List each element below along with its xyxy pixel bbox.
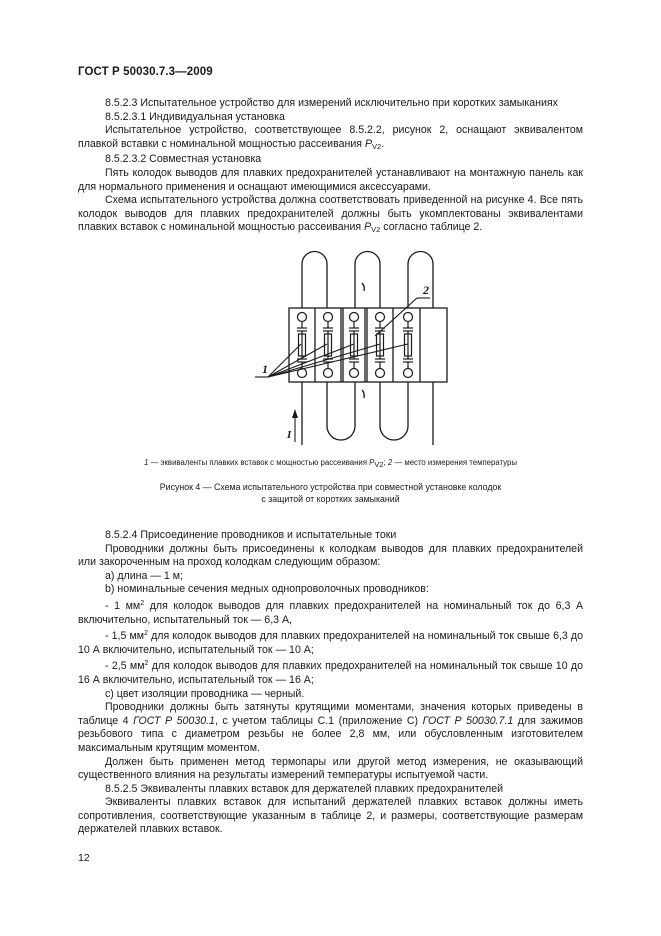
document-header: ГОСТ Р 50030.7.3—2009: [78, 66, 213, 78]
test-device-schematic: [0, 240, 661, 450]
figure-legend: 1 — эквиваленты плавких вставок с мощностью рассеивания PV2; 2 — место измерения температуры: [144, 458, 517, 469]
conductor-loop-1: [302, 252, 327, 309]
list-item-c: c) цвет изоляции проводника — черный.: [105, 687, 305, 700]
bullet-2-5mm: - 2,5 $мм^2$ для колодок выводов для плавких предохранителей на номинальный ток свыше 10 до 16 А включительно, испытательный ток — 16 А;: [78, 660, 583, 686]
mounting-panel: [289, 308, 447, 382]
label-2: 2: [423, 283, 429, 297]
section-8-5-2-3-2-title: 8.5.2.3.2 Совместная установка: [105, 153, 262, 166]
conductor-loop-5: [380, 382, 408, 440]
conductor-loop-2: [355, 252, 380, 309]
list-item-a: а) длина — 1 м;: [105, 569, 183, 582]
section-8-5-2-4-title: 8.5.2.4 Присоединение проводников и испытательные токи: [105, 529, 397, 541]
paragraph-scheme: Схема испытательного устройства должна соответствовать приведенной на рисунке 4. Все пять колодок выводов для плавких предохранителей должны быть укомплектованы эквивалентами плавких вставок с номинальной мощностью рассеивания $P_{V2}$ согласно таблице 2.: [78, 194, 583, 235]
list-item-b: b) номинальные сечения медных однопроволочных проводников:: [105, 583, 429, 596]
paragraph-conductor-connection: Проводники должны быть присоединены к колодкам выводов для плавких предохранителей или закороченным на проход колодкам следующим образом:: [78, 542, 583, 569]
figure-caption-line-1: Рисунок 4 — Схема испытательного устройства при совместной установке колодок: [159, 482, 502, 492]
bullet-1mm: - 1 $мм^2$ для колодок выводов для плавких предохранителей на номинальный ток до 6,3 А включительно, испытательный ток — 6,3 А,: [78, 599, 584, 626]
label-1: 1: [262, 362, 268, 376]
figure-caption: [0, 481, 661, 505]
paragraph-individual-setup: Испытательное устройство, соответствующее 8.5.2.2, рисунок 2, оснащают эквивалентом плавкой вставки с номинальной мощностью рассеивания $P_{V2}$.: [78, 124, 583, 151]
conductor-loop-4: [327, 382, 355, 440]
section-8-5-2-5-title: 8.5.2.5 Эквиваленты плавких вставок для держателей плавких предохранителей: [105, 782, 504, 795]
bullet-1-5mm: - 1,5 $мм^2$ для колодок выводов для плавких предохранителей на номинальный ток свыше 6,3 до 10 А включительно, испытательный ток — 10 А;: [78, 630, 583, 656]
figure-4-diagram: [0, 240, 661, 450]
section-8-5-2-3-title: 8.5.2.3 Испытательное устройство для измерений исключительно при коротких замыканиях: [105, 97, 558, 109]
conductor-loop-3: [408, 252, 433, 309]
paragraph-fuse-equivalents: Эквиваленты плавких вставок для испытаний держателей плавких вставок должны иметь сопротивления, соответствующие указанным в таблице 2, и размеры, соответствующие размерам держателей плавких вставок.: [78, 796, 583, 836]
text-block-top: [78, 97, 583, 237]
section-8-5-2-3-1-title: 8.5.2.3.1 Индивидуальная установка: [105, 110, 285, 123]
text-block-bottom: [78, 529, 583, 837]
paragraph-thermocouple: Должен быть применен метод термопары или другой метод измерения, не оказывающий существенного влияния на результаты измерений температуры испытуемой части.: [78, 755, 583, 782]
paragraph-torque: Проводники должны быть затянуты крутящими моментами, значения которых приведены в таблице 4 ГОСТ Р 50030.1, с учетом таблицы С.1 (приложение С) ГОСТ Р 50030.7.1 для зажимов резьбового типа с диаметром резьбы не более 2,8 мм, или обусловленным изготовителем максимальным крутящим моментом.: [78, 701, 583, 754]
page-number: 12: [78, 852, 90, 864]
figure-caption-line-2: с защитой от коротких замыканий: [261, 494, 400, 504]
paragraph-five-blocks: Пять колодок выводов для плавких предохранителей устанавливают на монтажную панель как для нормального применения и оснащают имеющимися аксессуарами.: [78, 166, 583, 193]
label-current-I: I: [287, 429, 292, 441]
